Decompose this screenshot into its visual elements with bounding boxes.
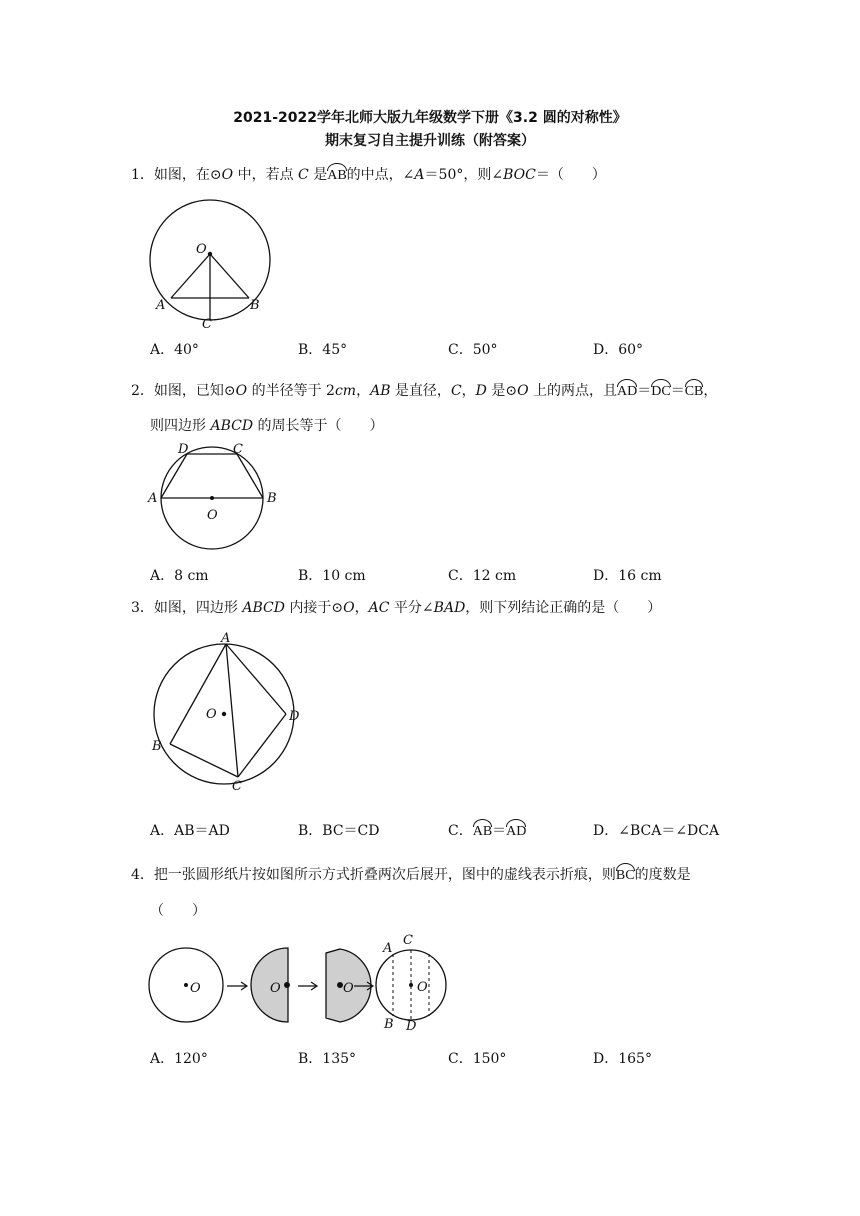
label-c: C [233, 442, 243, 457]
label-b: B [250, 298, 260, 313]
label-o-4: O [417, 980, 428, 995]
q2-option-a: A．8 cm [150, 568, 209, 584]
label-d: D [289, 709, 300, 724]
label-a: A [383, 941, 393, 956]
label-o: O [207, 508, 218, 523]
q2-option-b: B．10 cm [298, 568, 366, 584]
label-a: A [148, 491, 158, 506]
arc-cb: CB [684, 384, 704, 399]
figure-q4 [140, 930, 460, 1030]
q3-option-b: B．BC＝CD [298, 823, 380, 839]
label-o-2: O [270, 981, 281, 996]
q2-option-d: D．16 cm [593, 568, 662, 584]
question-4-line-1: 4．把一张圆形纸片按如图所示方式折叠两次后展开，图中的虚线表示折痕，则BC的度数是 [131, 867, 691, 883]
q1-option-d: D．60° [593, 342, 644, 358]
label-d: D [178, 442, 189, 457]
arc-ad: AD [617, 384, 638, 399]
title-line-2: 期末复习自主提升训练（附答案） [325, 133, 535, 149]
arc-ad-option: AD [506, 824, 527, 839]
question-2-line-1: 2．如图，已知⊙O 的半径等于 2cm，AB 是直径，C，D 是⊙O 上的两点，且AD＝DC＝CB， [131, 383, 718, 399]
figure-q3 [145, 630, 315, 795]
title-line-1: 2021-2022学年北师大版九年级数学下册《3.2 圆的对称性》 [233, 110, 627, 126]
q2-option-c: C．12 cm [448, 568, 517, 584]
q4-option-c: C．150° [448, 1051, 507, 1067]
label-b: B [152, 739, 162, 754]
arc-dc: DC [651, 384, 671, 399]
label-c: C [403, 933, 413, 948]
label-o-1: O [190, 981, 201, 996]
label-c: C [202, 317, 212, 332]
label-o-3: O [343, 981, 354, 996]
question-4-line-2: （ ） [150, 903, 206, 919]
label-a: A [156, 298, 166, 313]
figure-q1 [140, 188, 285, 333]
q4-option-a: A．120° [150, 1051, 208, 1067]
label-o: O [196, 242, 207, 257]
question-2-line-2: 则四边形 ABCD 的周长等于（ ） [150, 418, 384, 434]
figure-q2 [143, 437, 288, 555]
label-b: B [384, 1017, 394, 1030]
q3-option-d: D．∠BCA＝∠DCA [593, 823, 720, 839]
label-d: D [406, 1019, 417, 1030]
label-c: C [232, 779, 242, 794]
q1-option-a: A．40° [150, 342, 199, 358]
q1-option-c: C．50° [448, 342, 498, 358]
arc-bc: BC [615, 868, 635, 883]
label-a: A [221, 631, 231, 646]
question-1-text: 1．如图，在⊙O 中，若点 C 是AB的中点，∠A＝50°，则∠BOC＝（ ） [131, 167, 606, 183]
question-3-text: 3．如图，四边形 ABCD 内接于⊙O，AC 平分∠BAD，则下列结论正确的是（ ） [131, 600, 662, 616]
q3-option-c: C．AB＝AD [448, 823, 527, 839]
label-o: O [206, 707, 217, 722]
q4-option-b: B．135° [298, 1051, 357, 1067]
label-b: B [267, 491, 277, 506]
q4-option-d: D．165° [593, 1051, 652, 1067]
arc-ab-option: AB [472, 824, 493, 839]
arc-ab: AB [327, 168, 347, 183]
q1-option-b: B．45° [298, 342, 348, 358]
q3-option-a: A．AB＝AD [150, 823, 230, 839]
